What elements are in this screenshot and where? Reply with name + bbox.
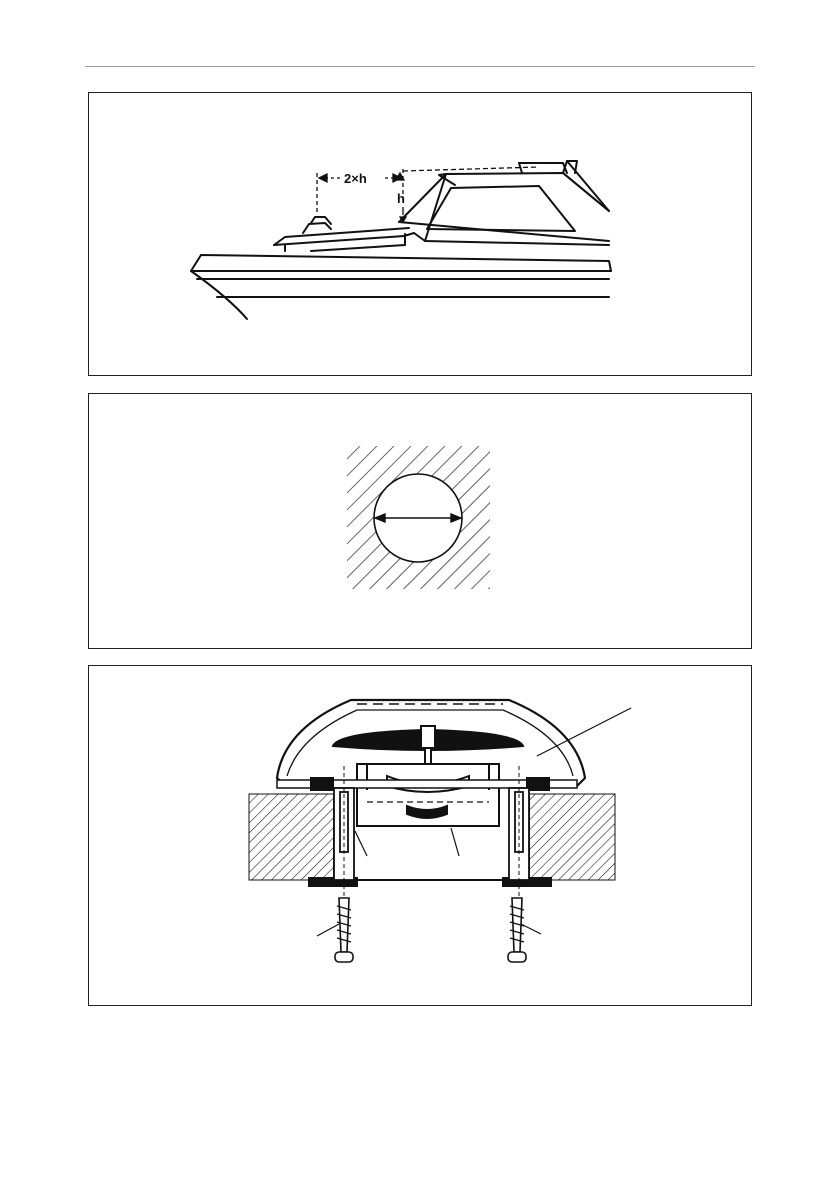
mounting-section-illustration: [89, 666, 753, 1007]
figure-cutout-hole: [88, 393, 752, 649]
distance-label: 2×h: [344, 171, 367, 186]
cutout-illustration: [89, 394, 753, 650]
leader-housing: [451, 828, 459, 856]
mounting-surface-right: [529, 794, 615, 880]
leader-channel: [355, 831, 367, 856]
figure-mounting-section: [88, 665, 752, 1006]
boat-hull-deck-line: [191, 255, 611, 271]
windshield: [427, 186, 575, 231]
mounting-surface-left: [249, 794, 334, 880]
leader-screw-left: [317, 924, 339, 936]
leader-screw-right: [521, 924, 541, 934]
screw-left: [335, 898, 353, 962]
header-rule: [85, 66, 755, 67]
screw-right: [508, 898, 526, 962]
height-label: h: [397, 191, 405, 206]
hatch: [303, 223, 331, 233]
boat-illustration: [89, 93, 753, 377]
figure-boat-mounting-position: [88, 92, 752, 376]
